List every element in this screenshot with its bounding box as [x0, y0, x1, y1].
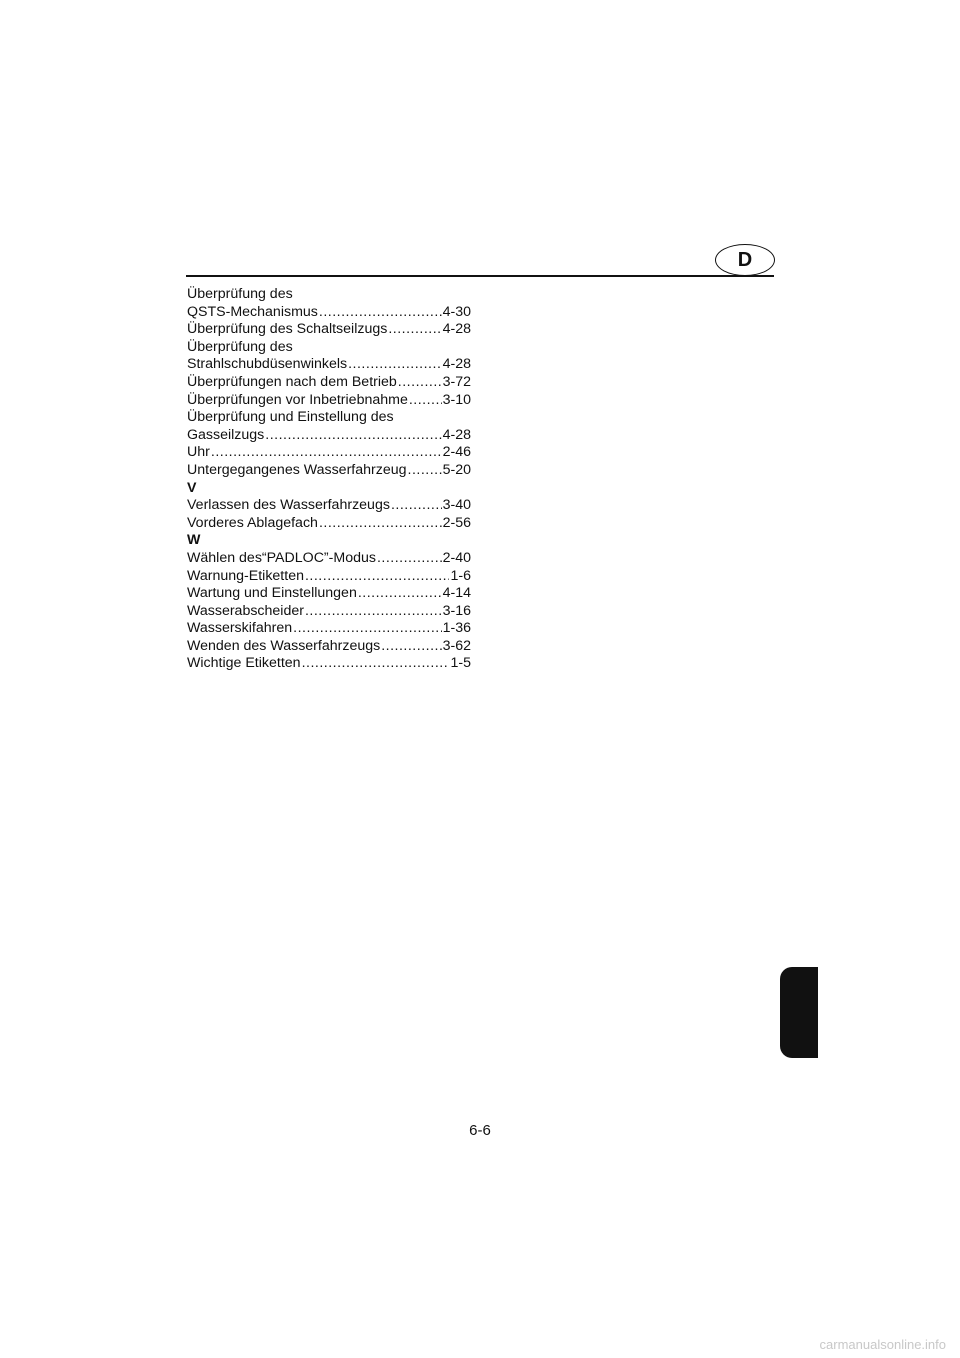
- index-term: Verlassen des Wasserfahrzeugs: [187, 497, 390, 514]
- watermark: carmanualsonline.info: [819, 1337, 946, 1352]
- index-entry: [187, 339, 471, 357]
- index-entry: [187, 427, 471, 445]
- index-page-ref: 5-20: [442, 461, 471, 478]
- dot-leader: [305, 568, 450, 586]
- index-term: Überprüfung des: [187, 338, 293, 355]
- index-entry: [187, 304, 471, 322]
- index-entry: [187, 444, 471, 462]
- index-term: Vorderes Ablagefach: [187, 514, 318, 531]
- index-term: Uhr: [187, 444, 210, 461]
- index-letter-heading: [187, 480, 471, 498]
- index-term: Gasseilzugs: [187, 426, 265, 443]
- index-term: Warnung-Etiketten: [187, 567, 304, 584]
- index-term: Wenden des Wasserfahrzeugs: [187, 637, 381, 654]
- index-letter-heading: [187, 532, 471, 550]
- dot-leader: [408, 462, 442, 480]
- index-entry: [187, 462, 471, 480]
- section-thumb-tab: [780, 967, 818, 1058]
- index-term: Wartung und Einstellungen: [187, 585, 357, 602]
- index-entry: [187, 568, 471, 586]
- dot-leader: [391, 497, 442, 515]
- index-entry: [187, 392, 471, 410]
- index-page-ref: 3-10: [442, 391, 471, 408]
- dot-leader: [265, 427, 441, 445]
- dot-leader: [319, 304, 442, 322]
- index-entry: [187, 638, 471, 656]
- index-term: Wählen des“PADLOC”-Modus: [187, 549, 376, 566]
- index-term: Untergegangenes Wasserfahrzeug: [187, 461, 407, 478]
- index-entry: [187, 603, 471, 621]
- dot-leader: [293, 620, 441, 638]
- index-entry: [187, 286, 471, 304]
- index-term: QSTS-Mechanismus: [187, 303, 318, 320]
- index-term: Wasserabscheider: [187, 602, 304, 619]
- index-entry: [187, 620, 471, 638]
- dot-leader: [302, 655, 450, 673]
- language-badge: [715, 244, 775, 276]
- index-list: [187, 286, 471, 673]
- dot-leader: [211, 444, 442, 462]
- index-page-ref: 1-36: [442, 620, 471, 637]
- index-entry: [187, 497, 471, 515]
- index-entry: [187, 321, 471, 339]
- index-term: Wichtige Etiketten: [187, 655, 301, 672]
- index-page-ref: 3-40: [442, 497, 471, 514]
- index-page-ref: 3-16: [442, 602, 471, 619]
- index-page-ref: 4-28: [442, 321, 471, 338]
- dot-leader: [358, 585, 442, 603]
- index-entry: [187, 374, 471, 392]
- index-term: Überprüfungen nach dem Betrieb: [187, 373, 397, 390]
- dot-leader: [381, 638, 441, 656]
- index-page-ref: 4-28: [442, 426, 471, 443]
- dot-leader: [377, 550, 442, 568]
- index-entry: [187, 550, 471, 568]
- index-term: Überprüfung des: [187, 286, 293, 302]
- index-entry: [187, 409, 471, 427]
- header-rule: [186, 275, 774, 277]
- index-letter: V: [187, 479, 197, 496]
- index-entry: [187, 655, 471, 673]
- index-letter: W: [187, 532, 201, 549]
- index-entry: [187, 585, 471, 603]
- index-page-ref: 4-14: [442, 585, 471, 602]
- index-page-ref: 1-5: [450, 655, 471, 672]
- index-term: Überprüfung und Einstellung des: [187, 409, 394, 426]
- dot-leader: [305, 603, 442, 621]
- dot-leader: [398, 374, 442, 392]
- page-number: 6-6: [469, 1122, 491, 1139]
- language-badge-label: D: [737, 248, 753, 271]
- index-page-ref: 4-28: [442, 356, 471, 373]
- index-page-ref: 3-72: [442, 373, 471, 390]
- index-entry: [187, 515, 471, 533]
- index-page-ref: 3-62: [442, 637, 471, 654]
- dot-leader: [409, 392, 442, 410]
- index-term: Überprüfung des Schaltseilzugs: [187, 321, 388, 338]
- index-page-ref: 2-46: [442, 444, 471, 461]
- index-term: Strahlschubdüsenwinkels: [187, 356, 348, 373]
- dot-leader: [348, 356, 441, 374]
- index-page-ref: 2-56: [442, 514, 471, 531]
- dot-leader: [388, 321, 441, 339]
- index-term: Überprüfungen vor Inbetriebnahme: [187, 391, 408, 408]
- index-term: Wasserskifahren: [187, 620, 293, 637]
- index-page-ref: 4-30: [442, 303, 471, 320]
- dot-leader: [319, 515, 442, 533]
- index-page-ref: 1-6: [450, 567, 471, 584]
- index-page-ref: 2-40: [442, 549, 471, 566]
- index-entry: [187, 356, 471, 374]
